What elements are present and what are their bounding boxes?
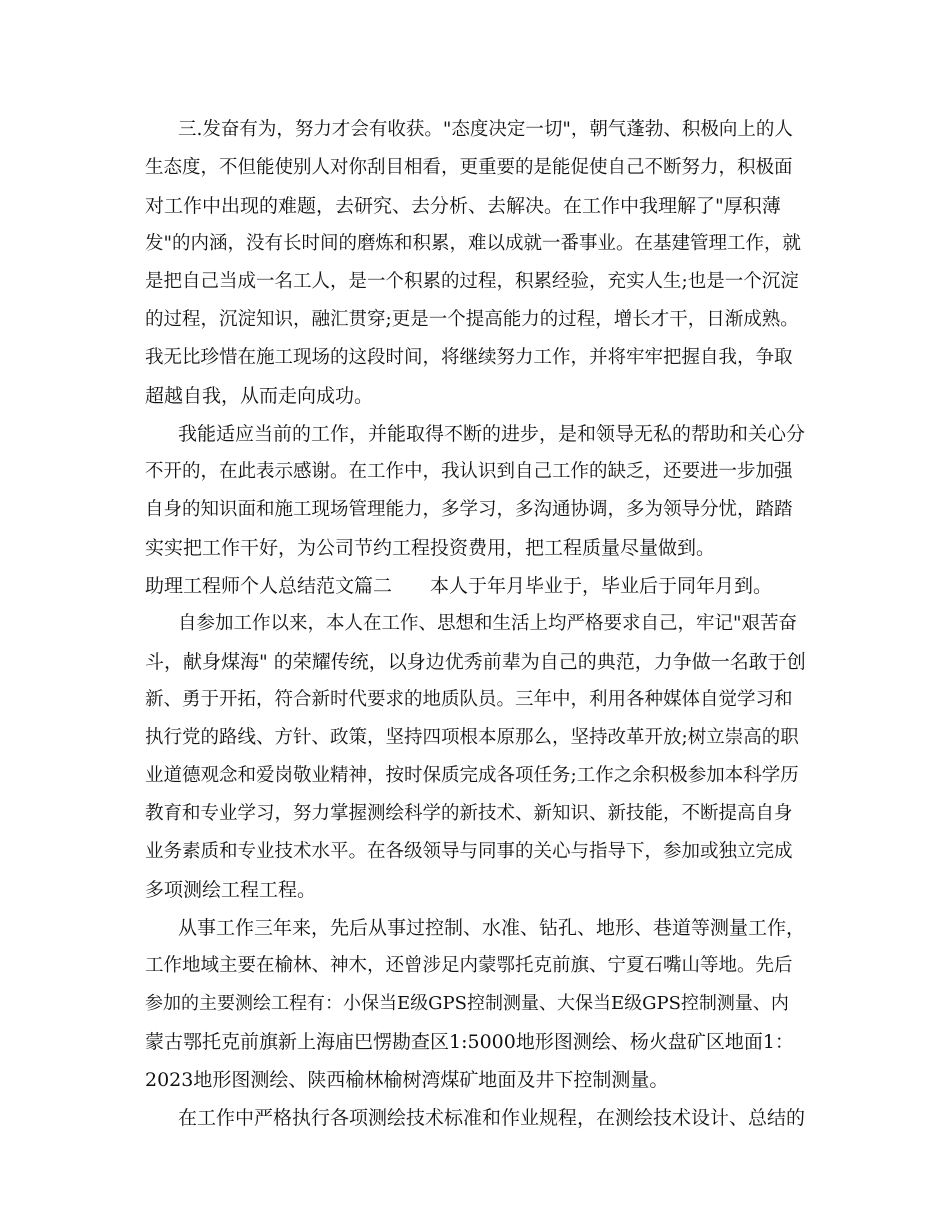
paragraph-line: 在工作中严格执行各项测绘技术标准和作业规程，在测绘技术设计、总结的 bbox=[178, 1107, 806, 1129]
paragraph-line: 多项测绘工程工程。 bbox=[145, 879, 317, 901]
paragraph-line: 是把自己当成一名工人，是一个积累的过程，积累经验，充实人生;也是一个沉淀 bbox=[145, 271, 799, 292]
paragraph-line: 蒙古鄂托克前旗新上海庙巴愣勘查区1:5000地形图测绘、杨火盘矿区地面1： bbox=[145, 1031, 794, 1053]
section-heading: 助理工程师个人总结范文篇二 本人于年月毕业于，毕业后于同年月到。 bbox=[145, 575, 773, 597]
paragraph-line: 生态度，不但能使别人对你刮目相看，更重要的是能促使自己不断努力，积极面 bbox=[145, 157, 793, 178]
paragraph-line: 对工作中出现的难题，去研究、去分析、去解决。在工作中我理解了"厚积薄 bbox=[145, 195, 781, 217]
paragraph-line: 业道德观念和爱岗敬业精神，按时保质完成各项任务;工作之余积极参加本科学历 bbox=[145, 765, 799, 786]
paragraph-line: 2023地形图测绘、陕西榆林榆树湾煤矿地面及井下控制测量。 bbox=[145, 1069, 669, 1091]
paragraph-line: 三.发奋有为，努力才会有收获。"态度决定一切"，朝气蓬勃、积极向上的人 bbox=[178, 119, 793, 140]
paragraph-line: 执行党的路线、方针、政策，坚持四项根本原那么，坚持改革开放;树立崇高的职 bbox=[145, 727, 799, 748]
paragraph-line: 参加的主要测绘工程有：小保当E级GPS控制测量、大保当E级GPS控制测量、内 bbox=[145, 993, 789, 1014]
paragraph-line: 超越自我，从而走向成功。 bbox=[145, 385, 374, 407]
paragraph-line: 工作地域主要在榆林、神木，还曾涉足内蒙鄂托克前旗、宁夏石嘴山等地。先后 bbox=[145, 955, 793, 976]
paragraph-line: 从事工作三年来，先后从事过控制、水准、钻孔、地形、巷道等测量工作， bbox=[178, 917, 806, 939]
paragraph-line: 斗，献身煤海" 的荣耀传统，以身边优秀前辈为自己的典范，力争做一名敢于创 bbox=[145, 651, 806, 673]
paragraph-line: 发"的内涵，没有长时间的磨炼和积累，难以成就一番事业。在基建管理工作，就 bbox=[145, 233, 802, 254]
paragraph-line: 我无比珍惜在施工现场的这段时间，将继续努力工作，并将牢牢把握自我，争取 bbox=[145, 347, 793, 368]
paragraph-line: 新、勇于开拓，符合新时代要求的地质队员。三年中，利用各种媒体自觉学习和 bbox=[145, 689, 793, 710]
paragraph-line: 不开的，在此表示感谢。在工作中，我认识到自己工作的缺乏，还要进一步加强 bbox=[145, 461, 793, 482]
paragraph-line: 实实把工作干好，为公司节约工程投资费用，把工程质量尽量做到。 bbox=[145, 537, 716, 559]
paragraph-line: 业务素质和专业技术水平。在各级领导与同事的关心与指导下，参加或独立完成 bbox=[145, 841, 793, 862]
paragraph-line: 我能适应当前的工作，并能取得不断的进步，是和领导无私的帮助和关心分 bbox=[178, 423, 806, 445]
paragraph-line: 教育和专业学习，努力掌握测绘科学的新技术、新知识、新技能，不断提高自身 bbox=[145, 803, 793, 824]
paragraph-line: 自身的知识面和施工现场管理能力，多学习，多沟通协调，多为领导分忧，踏踏 bbox=[145, 499, 793, 520]
paragraph-line: 自参加工作以来，本人在工作、思想和生活上均严格要求自己，牢记"艰苦奋 bbox=[178, 613, 798, 634]
paragraph-line: 的过程，沉淀知识，融汇贯穿;更是一个提高能力的过程，增长才干，日渐成熟。 bbox=[145, 309, 799, 330]
